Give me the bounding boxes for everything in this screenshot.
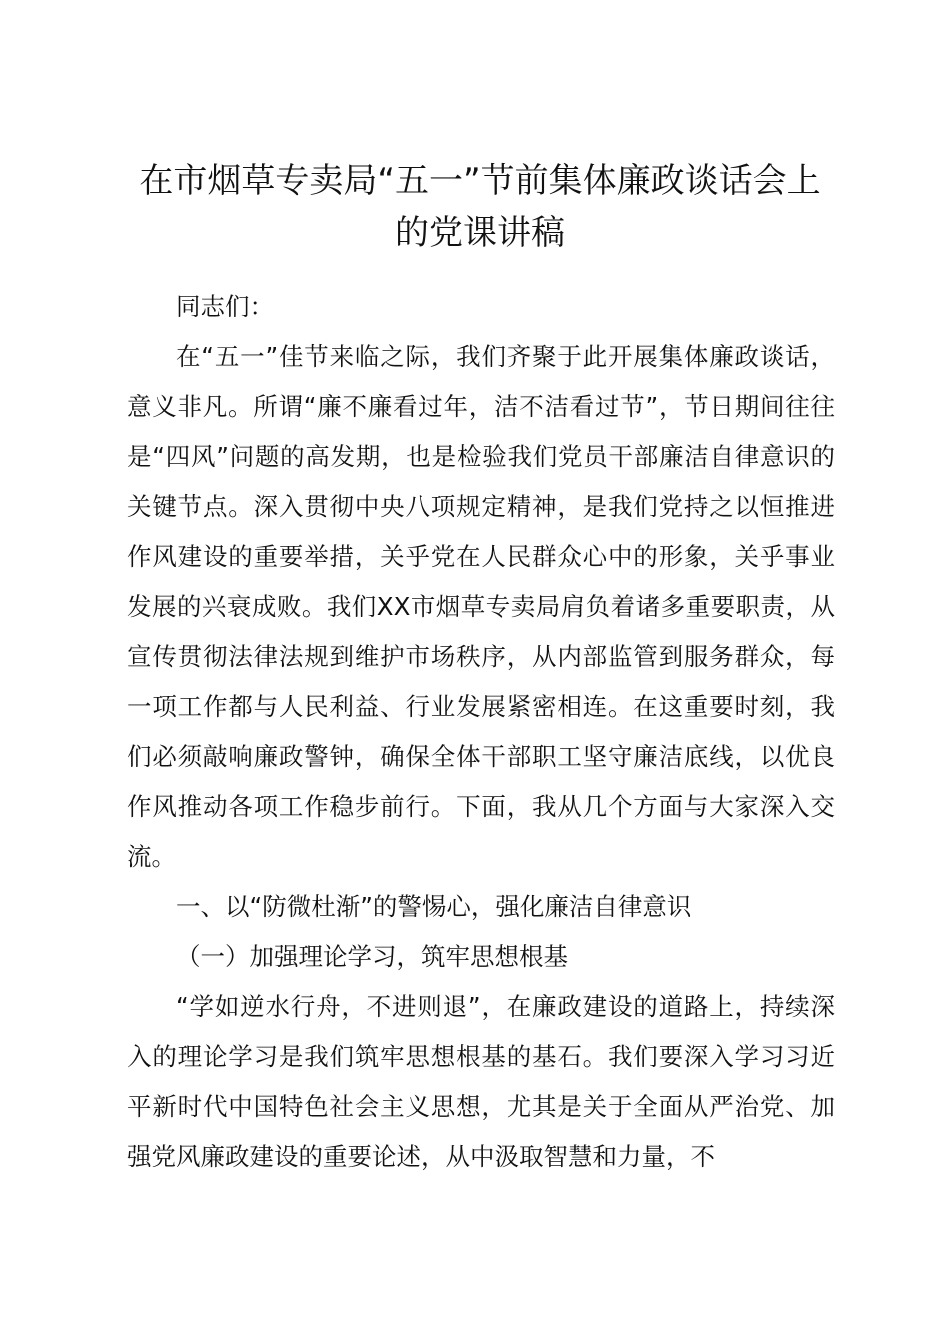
intro-paragraph: 在“五一”佳节来临之际，我们齐聚于此开展集体廉政谈话，意义非凡。所谓“廉不廉看过年，洁不洁看过节”，节日期间往往是“四风”问题的高发期，也是检验我们党员干部廉洁自律意识的关键节点。深入贯彻中央八项规定精神，是我们党持之以恒推进作风建设的重要举措，关乎党在人民群众心中的形象，关乎事业发展的兴衰成败。我们XX市烟草专卖局肩负着诸多重要职责，从宣传贯彻法律法规到维护市场秩序，从内部监管到服务群众，每一项工作都与人民利益、行业发展紧密相连。在这重要时刻，我们必须敲响廉政警钟，确保全体干部职工坚守廉洁底线，以优良作风推动各项工作稳步前行。下面，我从几个方面与大家深入交流。 xyxy=(127,342,835,871)
subsection-paragraph: “学如逆水行舟，不进则退”，在廉政建设的道路上，持续深入的理论学习是我们筑牢思想根基的基石。我们要深入学习习近平新时代中国特色社会主义思想，尤其是关于全面从严治党、加强党风廉政建设的重要论述，从中汲取智慧和力量，不 xyxy=(127,992,835,1171)
section-heading: 一、以“防微杜渐”的警惕心，强化廉洁自律意识 xyxy=(176,892,692,921)
subsection-heading: （一）加强理论学习，筑牢思想根基 xyxy=(176,942,568,971)
salutation: 同志们： xyxy=(176,292,274,321)
document-body xyxy=(127,282,835,1182)
document-title: 在市烟草专卖局“五一”节前集体廉政谈话会上的党课讲稿 xyxy=(139,161,821,253)
